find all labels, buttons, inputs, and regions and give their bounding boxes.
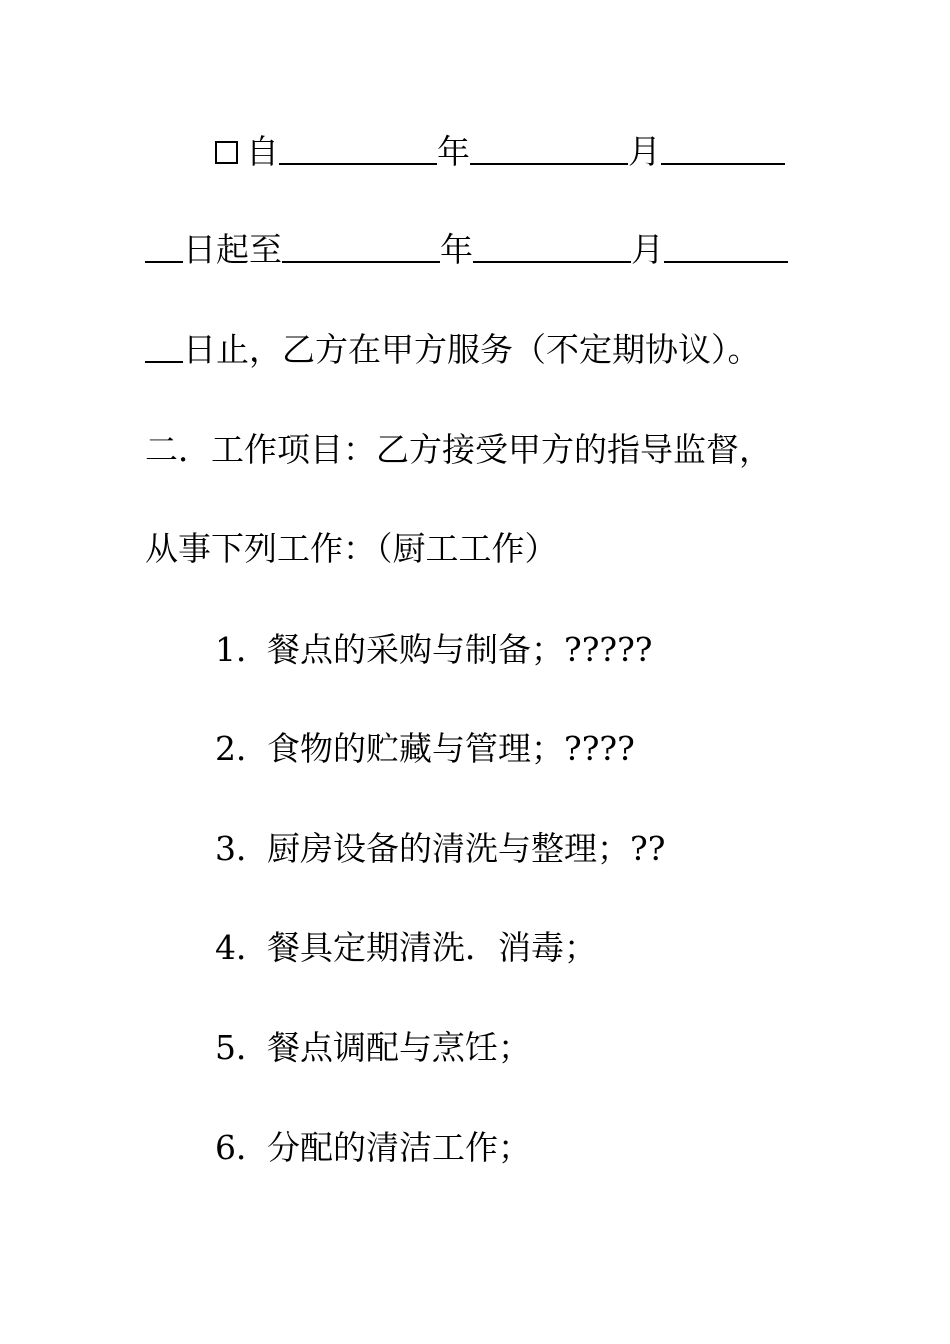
item-text: 分配的清洁工作； — [267, 1128, 531, 1167]
year-label: 年 — [437, 132, 470, 171]
item-number: 3． — [215, 829, 269, 868]
period-close-line — [145, 320, 805, 380]
period-start-line — [215, 122, 875, 182]
list-item — [215, 719, 875, 779]
month-label-2: 月 — [631, 230, 664, 269]
item-number: 6． — [215, 1128, 269, 1167]
month-label: 月 — [628, 132, 661, 171]
year-label-2: 年 — [440, 230, 473, 269]
item-text: 餐点的采购与制备；????? — [267, 630, 653, 669]
item-number: 4． — [215, 928, 269, 967]
list-item — [215, 620, 875, 680]
checkbox[interactable] — [215, 141, 238, 164]
end-year-blank[interactable] — [282, 233, 440, 263]
item-text: 厨房设备的清洗与整理；?? — [267, 829, 666, 868]
end-day-blank[interactable] — [664, 233, 788, 263]
from-label: 自 — [246, 132, 279, 171]
start-day-blank-cont[interactable] — [145, 233, 183, 263]
item-text: 餐点调配与烹饪； — [267, 1028, 531, 1067]
start-day-blank[interactable] — [661, 135, 785, 165]
section-two-heading: 二．工作项目：乙方接受甲方的指导监督， — [145, 430, 772, 469]
item-number: 2． — [215, 729, 269, 768]
item-number: 1． — [215, 630, 269, 669]
period-close-text: 日止，乙方在甲方服务（不定期协议）。 — [183, 330, 761, 369]
start-year-blank[interactable] — [279, 135, 437, 165]
period-end-line — [145, 220, 805, 280]
end-month-blank[interactable] — [473, 233, 631, 263]
item-text: 餐具定期清洗．消毒； — [267, 928, 597, 967]
start-month-blank[interactable] — [470, 135, 628, 165]
item-text: 食物的贮藏与管理；???? — [267, 729, 635, 768]
end-day-blank-cont[interactable] — [145, 333, 183, 363]
list-item — [215, 1118, 875, 1178]
list-item — [215, 918, 875, 978]
item-number: 5． — [215, 1028, 269, 1067]
list-item — [215, 819, 875, 879]
section-two-continuation: 从事下列工作：（厨工工作） — [145, 529, 558, 568]
day-to-label: 日起至 — [183, 230, 282, 269]
list-item — [215, 1018, 875, 1078]
